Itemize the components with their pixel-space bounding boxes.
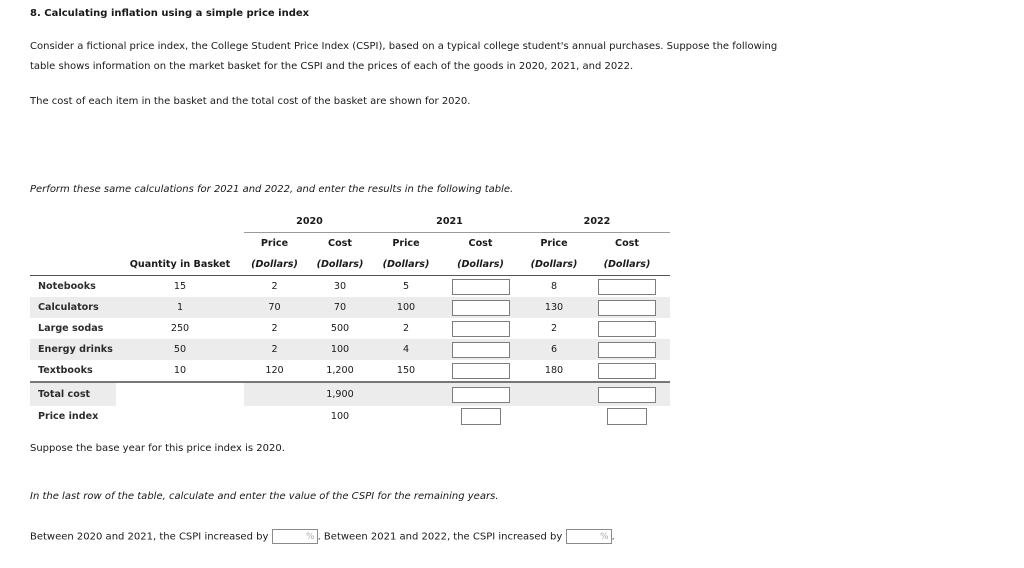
question-title: 8. Calculating inflation using a simple price index [30,8,310,19]
price-2022: 180 [544,365,564,376]
quantity-header: Quantity in Basket [116,254,244,276]
item-name: Textbooks [38,365,93,376]
total-cost-2022-input[interactable] [598,387,656,403]
percent-sign: % [306,532,315,542]
price-2021-header: Price [392,238,420,249]
increase-2022-input[interactable] [566,529,612,544]
item-quantity: 250 [170,323,190,334]
cost-2020: 30 [333,281,347,292]
cost-2022-input[interactable] [598,300,656,316]
year-2022-header: 2022 [524,211,670,233]
price-2020: 120 [265,365,284,376]
answer-sentence [30,529,615,544]
unit-label: (Dollars) [375,254,437,276]
cost-2021-input[interactable] [452,321,510,337]
cost-2021-input[interactable] [452,342,510,358]
price-index-2021-input[interactable] [461,408,501,425]
item-quantity: 15 [173,281,187,292]
table-row [30,276,670,298]
price-2021: 100 [375,297,437,318]
price-2021: 2 [402,323,410,334]
cost-2021-input[interactable] [452,279,510,295]
intro-line-3: The cost of each item in the basket and the total cost of the basket are shown for 2020. [30,96,471,107]
cost-2020: 70 [305,297,375,318]
intro-line-1: Consider a fictional price index, the College Student Price Index (CSPI), based on a typical college student's annual purchases. Suppose the following [30,41,778,52]
unit-label: (Dollars) [305,254,375,276]
price-index-row [30,406,670,427]
total-cost-label: Total cost [30,382,116,406]
cost-2021-input[interactable] [452,300,510,316]
unit-label: (Dollars) [524,254,584,276]
cost-2022-input[interactable] [598,363,656,379]
cost-2021-input[interactable] [452,363,510,379]
price-2020: 70 [244,297,305,318]
item-name: Energy drinks [30,339,116,360]
answer-suffix: . [611,531,615,543]
increase-2021-input[interactable] [272,529,318,544]
cost-2022-header: Cost [615,238,639,249]
item-name: Calculators [30,297,116,318]
base-year-note: Suppose the base year for this price index is 2020. [30,443,285,454]
item-quantity: 50 [116,339,244,360]
price-2022: 2 [550,323,558,334]
table-row [30,318,670,339]
price-index-table [30,211,670,427]
price-2022: 130 [524,297,584,318]
item-quantity: 10 [173,365,187,376]
answer-prefix: Between 2020 and 2021, the CSPI increased by [30,531,269,543]
item-name: Large sodas [38,323,104,334]
total-cost-2020: 1,900 [305,382,375,406]
price-2022: 8 [550,281,558,292]
unit-label: (Dollars) [244,254,305,276]
instructions: Perform these same calculations for 2021 and 2022, and enter the results in the following table. [30,184,514,195]
year-2020-header: 2020 [244,211,375,233]
last-row-instructions: In the last row of the table, calculate and enter the value of the CSPI for the remaining years. [30,491,499,502]
price-2021: 4 [375,339,437,360]
cost-2020: 500 [330,323,350,334]
total-cost-2021-input[interactable] [452,387,510,403]
price-2021: 150 [396,365,416,376]
price-index-2022-input[interactable] [607,408,647,425]
year-header-row [30,211,670,233]
price-2022: 6 [524,339,584,360]
unit-header-row [30,254,670,276]
cost-2020: 1,200 [326,365,354,376]
price-2022-header: Price [540,238,568,249]
cost-2020-header: Cost [328,238,352,249]
price-index-label: Price index [38,411,99,422]
cost-2021-header: Cost [468,238,493,249]
table-row [30,297,670,318]
table-row [30,360,670,382]
price-index-2020: 100 [330,411,350,422]
percent-sign: % [599,532,609,542]
item-quantity: 1 [116,297,244,318]
answer-middle: . Between 2021 and 2022, the CSPI increased by [317,531,563,543]
price-2020: 2 [271,323,278,334]
cost-2022-input[interactable] [598,279,656,295]
price-2020-header: Price [260,238,289,249]
unit-label: (Dollars) [437,254,524,276]
cost-2022-input[interactable] [598,321,656,337]
unit-label: (Dollars) [584,254,670,276]
item-name: Notebooks [38,281,96,292]
price-2021: 5 [402,281,410,292]
total-cost-row [30,382,670,406]
table-row [30,339,670,360]
column-header-row [30,233,670,255]
price-2020: 2 [271,281,278,292]
intro-line-2: table shows information on the market basket for the CSPI and the prices of each of the goods in 2020, 2021, and 2022. [30,61,634,72]
cost-2020: 100 [305,339,375,360]
year-2021-header: 2021 [375,211,524,233]
cost-2022-input[interactable] [598,342,656,358]
price-2020: 2 [244,339,305,360]
